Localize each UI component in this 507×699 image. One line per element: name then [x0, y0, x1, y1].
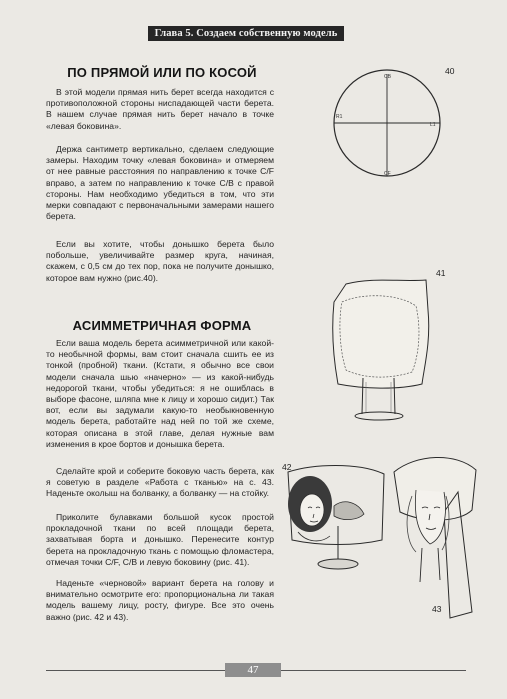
- figure-41-pinned-fabric: [318, 272, 438, 432]
- paragraph-7: Наденьте «черновой» вариант берета на голову и внимательно осмотрите его: пропорциональна ли такая модель вашему лицу, росту, фигуре. Все это очень важно (рис. 42 и 43).: [46, 578, 274, 622]
- point-l1: L1: [430, 122, 436, 128]
- paragraph-2: Держа сантиметр вертикально, сделаем следующие замеры. Находим точку «левая боковина» и отмеряем от нее равные расстояния по направлению к точке C/F вправо, а затем по направлению к точке C/B с правой стороны. Нам необходимо убедиться в том, что эти мерки совпадают с первоначальными замерами нашего берета.: [46, 144, 274, 222]
- figure-42-hat-on-stand: [278, 462, 390, 592]
- paragraph-4: Если ваша модель берета асимметричной или какой-то необычной формы, вам стоит сначала сшить ее из тонкой (пробной) ткани. (Кстати, я обычно все свои модели сначала шью «начерно» — из какой-нибудь недорогой ткани, чтобы убедиться: я не ошиблась в выборе фасоне, шляпа мне к лицу и хорошо сидит.) Так вот, если вы задумали какую-то необыкновенную модель берета, работайте над ней по той же схеме, которая описана в этой главе, делая нужные вам изменения в крое бортов и донышка берета.: [46, 338, 274, 449]
- figure-41-label: 41: [436, 268, 446, 278]
- paragraph-3: Если вы хотите, чтобы донышко берета было побольше, увеличивайте размер круга, начиная, скажем, с 0,5 см до тех пор, пока не получите донышко, которое вам нужно (рис.40).: [46, 239, 274, 283]
- page-number: 47: [225, 663, 281, 677]
- section-title-asymmetric: АСИММЕТРИЧНАЯ ФОРМА: [72, 318, 252, 333]
- figure-43-label: 43: [432, 604, 442, 614]
- figure-40-crown-circle: [328, 64, 458, 186]
- chapter-header: Глава 5. Создаем собственную модель: [148, 26, 344, 41]
- paragraph-1: В этой модели прямая нить берет всегда находится с противоположной стороны ниспадающей части берета. В нашем случае прямая нить берет начало в точке «левая боковина».: [46, 87, 274, 131]
- point-r1: R1: [336, 114, 343, 120]
- figure-40-label: 40: [445, 66, 455, 76]
- figure-43-draped-beret: [386, 452, 482, 624]
- point-cb: CB: [384, 74, 391, 80]
- paragraph-6: Приколите булавками большой кусок простой прокладочной ткани по всей площади берета, захватывая борта и донышко. Перенесите контур берета на прокладочную ткань с помощью фломастера, отмечая точки C/F, C/B и левую боковину (рис. 41).: [46, 512, 274, 567]
- point-cf: CF: [384, 171, 391, 177]
- figure-42-label: 42: [282, 462, 292, 472]
- paragraph-5: Сделайте крой и соберите боковую часть берета, как я советую в разделе «Работа с тканью» на с. 43. Наденьте околыш на болванку, а болванку — на стойку.: [46, 466, 274, 499]
- section-title-straight-or-bias: ПО ПРЯМОЙ ИЛИ ПО КОСОЙ: [67, 65, 257, 80]
